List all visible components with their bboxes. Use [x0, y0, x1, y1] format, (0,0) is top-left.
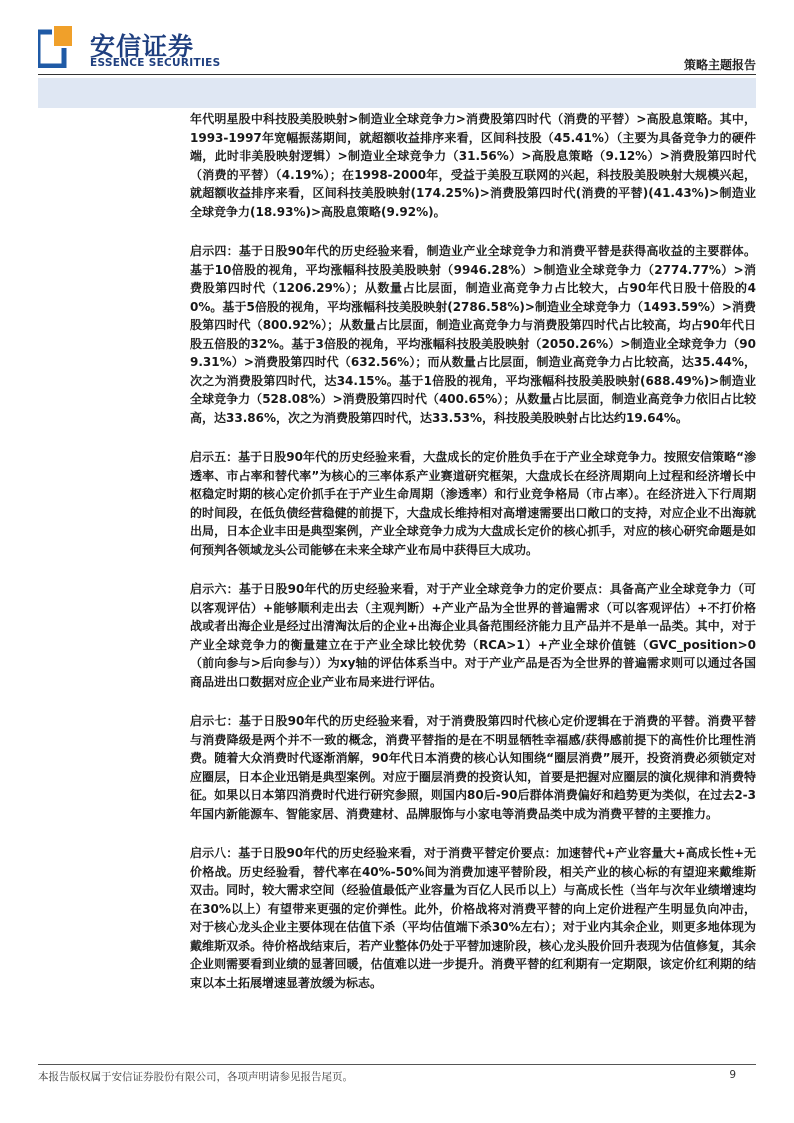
essence-logo-icon	[38, 24, 74, 68]
brand-name-en: ESSENCE SECURITIES	[90, 57, 221, 69]
paragraph-insight-5: 启示五：基于日股90年代的历史经验来看，大盘成长的定价胜负手在于产业全球竞争力。按照安信策略“渗透率、市占率和替代率”为核心的三率体系产业赛道研究框架，大盘成长在经济周期向上过程和经济增长中枢稳定时期的核心定价抓手在于产业生命周期（渗透率）和行业竞争格局（市占率）。在经济进入下行周期的时间段，在低负债经营稳健的前提下，大盘成长维持相对高增速需要出口敞口的支持，对应企业不出海就出局，日本企业丰田是典型案例，产业全球竞争力成为大盘成长定价的核心抓手，对应的核心研究命题是如何预判各领域龙头公司能够在未来全球产业布局中获得巨大成功。	[190, 450, 756, 557]
page-number: 9	[729, 1069, 736, 1081]
header-band	[38, 78, 756, 108]
paragraph-insight-6: 启示六：基于日股90年代的历史经验来看，对于产业全球竞争力的定价要点：具备高产业全球竞争力（可以客观评估）+能够顺利走出去（主观判断）+产业产品为全世界的普遍需求（可以客观评估）+不打价格战或者出海企业是经过出清淘汰后的企业+出海企业具备范围经济能力且产品并不是单一品类。其中，对于产业全球竞争力的衡量建立在于产业全球比较优势（RCA>1）+产业全球价值链（GVC_position>0（前向参与>后向参与））为xy轴的评估体系当中。对于产业产品是否为全世界的普遍需求则可以通过各国商品进出口数据对应企业产业布局来进行评估。	[190, 582, 756, 689]
report-type-label: 策略主题报告	[683, 58, 756, 72]
paragraph-insight-7: 启示七：基于日股90年代的历史经验来看，对于消费股第四时代核心定价逻辑在于消费的平替。消费平替与消费降级是两个并不一致的概念，消费平替指的是在不明显牺牲幸福感/获得感前提下的高性价比理性消费。随着大众消费时代逐渐消解，90年代日本消费的核心认知围绕“圈层消费”展开，投资消费必须锁定对应圈层，日本企业迅销是典型案例。对应于圈层消费的投资认知，首要是把握对应圈层的演化规律和消费特征。如果以日本第四消费时代进行研究参照，则国内80后-90后群体消费偏好和趋势更为类似，在过去2-3年国内新能源车、智能家居、消费建材、品牌服饰与小家电等消费品类中成为消费平替的主要推力。	[190, 714, 756, 821]
brand-name-cn: 安信证券	[90, 32, 195, 61]
report-body	[190, 110, 756, 1013]
footer-disclaimer: 本报告版权属于安信证券股份有限公司，各项声明请参见报告尾页。	[38, 1071, 353, 1083]
paragraph-insight-8: 启示八：基于日股90年代的历史经验来看，对于消费平替定价要点：加速替代+产业容量大+高成长性+无价格战。历史经验看，替代率在40%-50%间为消费加速平替阶段，相关产业的核心标的有望迎来戴维斯双击。同时，较大需求空间（经验值最低产业容量为百亿人民币以上）与高成长性（当年与次年业绩增速均在30%以上）有望带来更强的定价弹性。此外，价格战将对消费平替的向上定价进程产生明显负向冲击，对于核心龙头企业主要体现在估值下杀（平均估值端下杀30%左右）；对于业内其余企业，则更多地体现为戴维斯双杀。待价格战结束后，若产业整体仍处于平替加速阶段，核心龙头股价回升表现为估值修复，其余企业则需要看到业绩的显著回暖，估值难以进一步提升。消费平替的红利期有一定期限，该定价红利期的结束以本土拓展增速显著放缓为标志。	[190, 846, 756, 990]
paragraph-summary: 年代明星股中科技股美股映射>制造业全球竞争力>消费股第四时代（消费的平替）>高股息策略。其中，1993-1997年宽幅振荡期间，就超额收益排序来看，区间科技股（45.41%）（主要为具备竞争力的硬件端，此时非美股映射逻辑）>制造业全球竞争力（31.56%）>高股息策略（9.12%）>消费股第四时代（消费的平替）（4.19%）；在1998-2000年，受益于美股互联网的兴起，科技股美股映射大规模兴起，就超额收益排序来看，区间科技美股映射(174.25%)>消费股第四时代(消费的平替)(41.43%)>制造业全球竞争力(18.93%)>高股息策略(9.92%)。	[190, 112, 756, 219]
paragraph-insight-4: 启示四：基于日股90年代的历史经验来看，制造业产业全球竞争力和消费平替是获得高收益的主要群体。基于10倍股的视角，平均涨幅科技股美股映射（9946.28%）>制造业全球竞争力（2774.77%）>消费股第四时代（1206.29%）；从数量占比层面，制造业高竞争力占比较大，占90年代日股十倍股的40%。基于5倍股的视角，平均涨幅科技美股映射(2786.58%)>制造业全球竞争力（1493.59%）>消费股第四时代（800.92%）；从数量占比层面，制造业高竞争力与消费股第四时代占比较高，均占90年代日股五倍股的32%。基于3倍股的视角，平均涨幅科技股美股映射（2050.26%）>制造业全球竞争力（909.31%）>消费股第四时代（632.56%）；而从数量占比层面，制造业高竞争力占比较高，达35.44%，次之为消费股第四时代，达34.15%。基于1倍股的视角，平均涨幅科技股美股映射(688.49%)>制造业全球竞争力（528.08%）>消费股第四时代（400.65%）；从数量占比层面，制造业高竞争力依旧占比较高，达33.86%，次之为消费股第四时代，达33.53%，科技股美股映射占比达约19.64%。	[190, 244, 756, 425]
footer-divider	[38, 1064, 756, 1065]
header-divider	[38, 74, 756, 75]
page-header	[0, 0, 794, 108]
